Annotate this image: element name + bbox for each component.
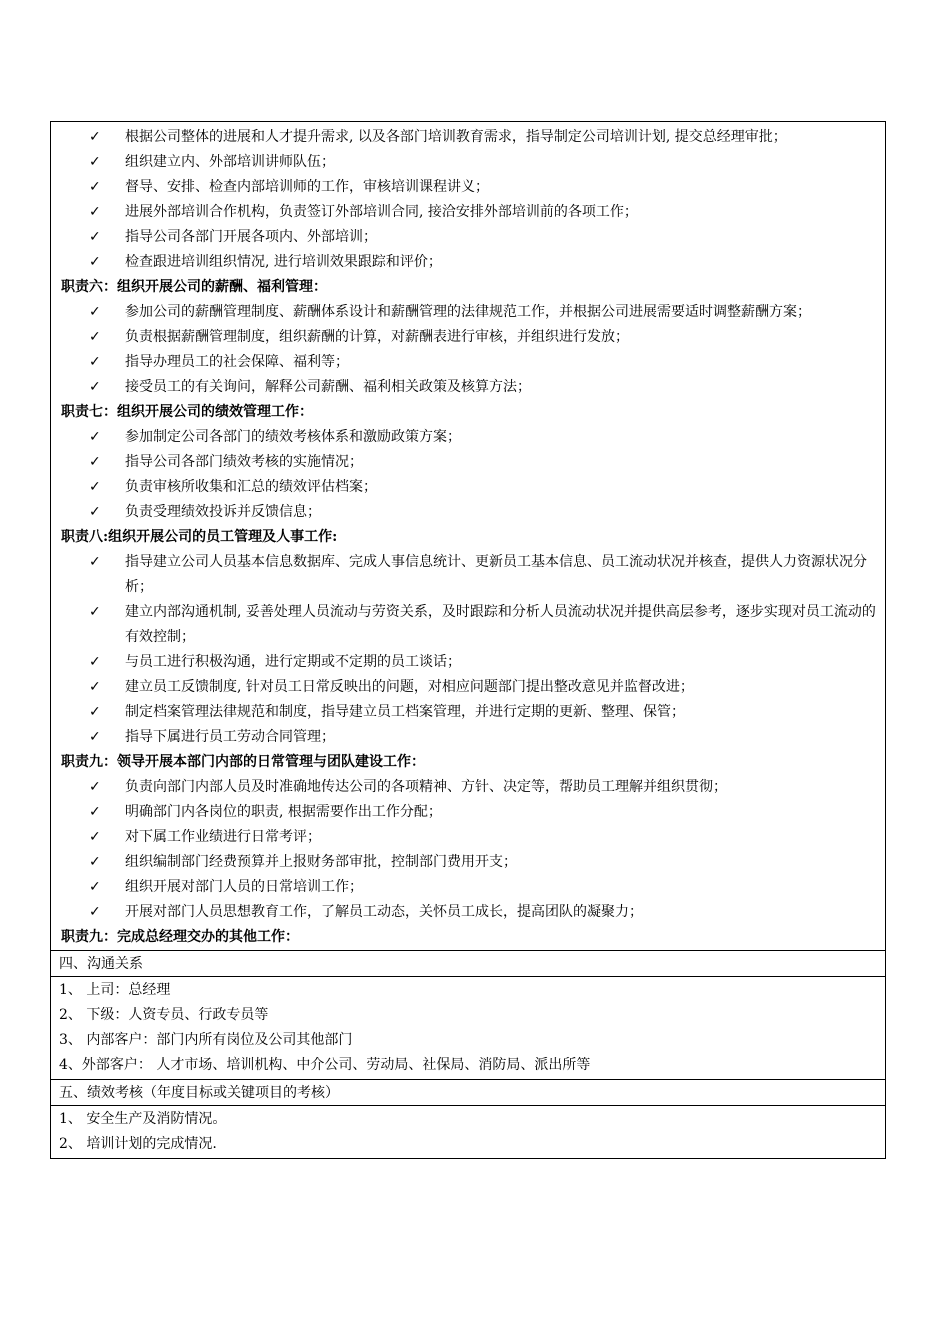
duty-item [61,675,877,700]
checkmark-icon: ✓ [89,829,101,845]
duty-item-text: 参加制定公司各部门的绩效考核体系和激励政策方案； [125,429,461,445]
duty-item-text: 负责受理绩效投诉并反馈信息； [125,504,321,520]
duty-item [61,600,877,650]
duty-item-text: 督导、安排、检查内部培训师的工作，审核培训课程讲义； [125,179,489,195]
communication-line: 3、 内部客户：部门内所有岗位及公司其他部门 [59,1032,353,1048]
performance-section-title: 五、绩效考核（年度目标或关键项目的考核） [50,1080,886,1106]
communication-list [50,977,886,1080]
checkmark-icon: ✓ [89,704,101,720]
checkmark-icon: ✓ [89,129,101,145]
checkmark-icon: ✓ [89,304,101,320]
checkmark-icon: ✓ [89,604,101,620]
checkmark-icon: ✓ [89,904,101,920]
duty-item-text: 指导建立公司人员基本信息数据库、完成人事信息统计、更新员工基本信息、员工流动状况并核查，提供人力资源状况分析； [125,554,867,595]
duty-item [61,250,877,275]
duty-item-text: 参加公司的薪酬管理制度、薪酬体系设计和薪酬管理的法律规范工作，并根据公司进展需要适时调整薪酬方案； [125,304,811,320]
duty-item-text: 负责向部门内部人员及时准确地传达公司的各项精神、方针、决定等，帮助员工理解并组织贯彻； [125,779,727,795]
duty-item [61,650,877,675]
duty-item-text: 根据公司整体的进展和人才提升需求, 以及各部门培训教育需求，指导制定公司培训计划, 提交总经理审批； [125,129,787,145]
duty-item-text: 建立员工反馈制度, 针对员工日常反映出的问题，对相应问题部门提出整改意见并监督改进； [125,679,694,695]
duty-item-text: 指导公司各部门绩效考核的实施情况； [125,454,363,470]
duty-item-text: 建立内部沟通机制, 妥善处理人员流动与劳资关系，及时跟踪和分析人员流动状况并提供高层参考，逐步实现对员工流动的有效控制； [125,604,876,645]
checkmark-icon: ✓ [89,154,101,170]
checkmark-icon: ✓ [89,254,101,270]
duty-item-text: 制定档案管理法律规范和制度，指导建立员工档案管理，并进行定期的更新、整理、保管； [125,704,685,720]
duty-item [61,825,877,850]
duty-item-text: 指导公司各部门开展各项内、外部培训； [125,229,377,245]
checkmark-icon: ✓ [89,179,101,195]
checkmark-icon: ✓ [89,879,101,895]
checkmark-icon: ✓ [89,854,101,870]
checkmark-icon: ✓ [89,554,101,570]
duty-item [61,175,877,200]
duty-item [61,325,877,350]
duty-heading: 职责八:组织开展公司的员工管理及人事工作: [61,529,338,545]
duty-item [61,475,877,500]
performance-line: 2、 培训计划的完成情况. [59,1136,217,1152]
checkmark-icon: ✓ [89,729,101,745]
checkmark-icon: ✓ [89,354,101,370]
duty-item [61,775,877,800]
communication-line: 4、外部客户： 人才市场、培训机构、中介公司、劳动局、社保局、消防局、派出所等 [59,1057,591,1073]
duty-heading: 职责九：领导开展本部门内部的日常管理与团队建设工作： [61,754,425,770]
checkmark-icon: ✓ [89,654,101,670]
duty-item [61,725,877,750]
duty-item [61,900,877,925]
duty-item-text: 组织编制部门经费预算并上报财务部审批，控制部门费用开支； [125,854,517,870]
duty-item [61,450,877,475]
checkmark-icon: ✓ [89,204,101,220]
duty-item-text: 接受员工的有关询问，解释公司薪酬、福利相关政策及核算方法； [125,379,531,395]
checkmark-icon: ✓ [89,479,101,495]
duty-item-text: 开展对部门人员思想教育工作，了解员工动态，关怀员工成长，提高团队的凝聚力； [125,904,643,920]
communication-line: 1、 上司：总经理 [59,982,171,998]
checkmark-icon: ✓ [89,804,101,820]
duty-item [61,225,877,250]
duty-heading: 职责七：组织开展公司的绩效管理工作： [61,404,313,420]
duty-item [61,875,877,900]
duty-item [61,350,877,375]
duty-item [61,500,877,525]
document-table [50,121,886,1159]
duty-item-text: 检查跟进培训组织情况, 进行培训效果跟踪和评价； [125,254,442,270]
duty-heading: 职责六：组织开展公司的薪酬、福利管理： [61,279,327,295]
duty-item [61,425,877,450]
duty-item [61,200,877,225]
checkmark-icon: ✓ [89,429,101,445]
duty-item-text: 与员工进行积极沟通，进行定期或不定期的员工谈话； [125,654,461,670]
duty-heading: 职责九：完成总经理交办的其他工作： [61,929,299,945]
duty-item [61,125,877,150]
duty-item [61,800,877,825]
duty-item [61,850,877,875]
duty-item-text: 组织建立内、外部培训讲师队伍； [125,154,335,170]
checkmark-icon: ✓ [89,454,101,470]
duty-item [61,700,877,725]
checkmark-icon: ✓ [89,679,101,695]
duty-item-text: 进展外部培训合作机构，负责签订外部培训合同, 接洽安排外部培训前的各项工作； [125,204,638,220]
performance-list [50,1106,886,1159]
communication-section-title: 四、沟通关系 [50,951,886,977]
duty-item [61,150,877,175]
checkmark-icon: ✓ [89,229,101,245]
duty-item-text: 负责根据薪酬管理制度，组织薪酬的计算，对薪酬表进行审核，并组织进行发放； [125,329,629,345]
duties-cell [50,121,886,951]
checkmark-icon: ✓ [89,379,101,395]
duty-item [61,375,877,400]
duty-item-text: 对下属工作业绩进行日常考评； [125,829,321,845]
duty-item-text: 负责审核所收集和汇总的绩效评估档案； [125,479,377,495]
duty-item-text: 明确部门内各岗位的职责, 根据需要作出工作分配； [125,804,442,820]
duty-item [61,550,877,600]
performance-line: 1、 安全生产及消防情况。 [59,1111,227,1127]
checkmark-icon: ✓ [89,779,101,795]
duty-item-text: 指导办理员工的社会保障、福利等； [125,354,349,370]
duty-item-text: 组织开展对部门人员的日常培训工作； [125,879,363,895]
checkmark-icon: ✓ [89,504,101,520]
duty-item [61,300,877,325]
communication-line: 2、 下级：人资专员、行政专员等 [59,1007,269,1023]
duty-item-text: 指导下属进行员工劳动合同管理； [125,729,335,745]
checkmark-icon: ✓ [89,329,101,345]
